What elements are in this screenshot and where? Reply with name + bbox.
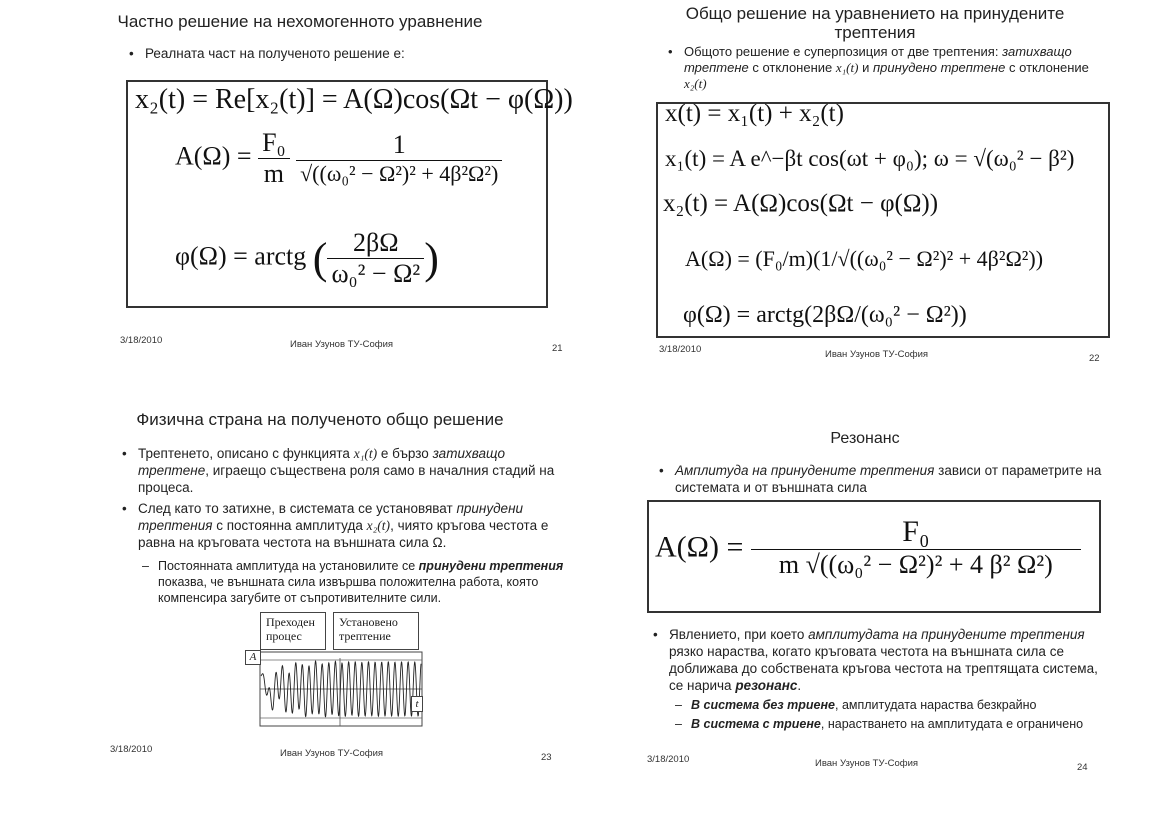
- footer-date: 3/18/2010: [647, 754, 690, 765]
- sub-part: , амплитудата нараства безкрайно: [835, 698, 1037, 712]
- fraction-root: [296, 130, 502, 187]
- equation-x1: x₁(t) = A e^−βt cos(ωt + φ₀); ω = √(ω₀² − β²): [665, 146, 1075, 171]
- slide-21: [0, 0, 573, 400]
- bullet-dot: •: [122, 446, 127, 461]
- sub-part: Постоянната амплитуда на установилите се: [158, 559, 416, 573]
- bullet-part: е бързо: [380, 446, 429, 461]
- equation-phase: [175, 228, 439, 289]
- bullet-bold: резонанс: [735, 678, 798, 693]
- fraction-den: √((ω₀² − Ω²)² + 4β²Ω²): [296, 160, 502, 187]
- bullet-formula: x₁(t): [353, 446, 378, 461]
- bullet-formula: x₁(t): [835, 60, 859, 75]
- footer-date: 3/18/2010: [120, 335, 163, 346]
- bullet-italic: затихващо трептене: [684, 44, 1072, 75]
- slide-title-line1: Общо решение на уравнението на принудените: [685, 4, 1065, 23]
- transient-label: Преходен процес: [260, 612, 326, 650]
- bullet-italic: принудени трептения: [138, 501, 523, 533]
- eq-lhs: φ(Ω) = arctg: [175, 241, 307, 271]
- slide-number: 21: [552, 343, 563, 354]
- footer-author: Иван Узунов ТУ-София: [290, 339, 394, 350]
- bullet-text: [668, 44, 1114, 92]
- fraction-num: F₀: [262, 128, 286, 157]
- bullet-text: [129, 45, 405, 62]
- sub-dash: –: [142, 559, 149, 573]
- slide-title-line2: трептения: [834, 23, 916, 42]
- fraction-den: m √((ω₀² − Ω²)² + 4 β² Ω²): [751, 549, 1081, 580]
- footer-author: Иван Узунов ТУ-София: [825, 349, 929, 360]
- slide-title: Физична страна на полученото общо решение: [136, 410, 504, 429]
- fraction-phase: [327, 228, 424, 289]
- slide-number: 24: [1077, 762, 1088, 773]
- bullet-dot: •: [653, 627, 658, 642]
- eq-lhs: A(Ω) =: [655, 530, 744, 564]
- sub-bullet: [675, 697, 1121, 713]
- bullet-italic: принудено трептене: [872, 60, 1006, 75]
- fraction-den: m: [258, 158, 290, 189]
- bullet-part: , чиято кръгова честота е равна на кръговата честота на външната сила Ω.: [138, 518, 549, 550]
- footer-date: 3/18/2010: [110, 744, 153, 755]
- fraction-den: ω₀² − Ω²: [327, 258, 424, 289]
- axis-x-label: t: [411, 696, 423, 712]
- equation-amplitude: [175, 128, 502, 189]
- slide-24: [585, 405, 1155, 805]
- equation-x2: x₂(t) = A(Ω)cos(Ωt − φ(Ω)): [663, 190, 939, 217]
- bullet-italic: затихващо трептене: [138, 446, 505, 478]
- bullet-prefix: Общото решение е суперпозиция от две трептения:: [684, 44, 999, 59]
- sub-bold: принудени трептения: [418, 559, 564, 573]
- bullet-italic: Амплитуда на принудените трептения: [675, 463, 935, 478]
- paren-left: (: [312, 234, 328, 283]
- bullet-part: След като то затихне, в системата се установяват: [138, 501, 453, 516]
- slide-22: [585, 0, 1155, 400]
- fraction-num: 1: [392, 130, 406, 159]
- equation-amplitude: A(Ω) = (F₀/m)(1/√((ω₀² − Ω²)² + 4β²Ω²)): [685, 246, 1044, 271]
- fraction-num: F₀: [902, 515, 930, 548]
- bullet-text: [659, 462, 1115, 496]
- sub-bold: В система без триене: [691, 698, 835, 712]
- equation-sum: x(t) = x₁(t) + x₂(t): [665, 100, 844, 127]
- bullet-formula: x₂(t): [366, 518, 391, 533]
- slide-number: 23: [541, 752, 552, 763]
- bullet-dot: •: [122, 501, 127, 516]
- steady-label: Установено трептение: [333, 612, 419, 650]
- slide-title: [645, 4, 1105, 42]
- paren-right: ): [424, 234, 439, 283]
- equation-x2: x₂(t) = Re[x₂(t)] = A(Ω)cos(Ωt − φ(Ω)): [135, 84, 573, 115]
- slide-23: [0, 405, 570, 805]
- bullet-part: Явлението, при което: [669, 627, 805, 642]
- footer-author: Иван Узунов ТУ-София: [815, 758, 919, 769]
- sub-bullet: [142, 558, 573, 606]
- bullet-dot: •: [668, 44, 673, 59]
- bullet-part: рязко нараства, когато кръговата честота на външната сила се доближава до собствената кръгова честота на трептящата система, се нарича: [669, 644, 1098, 693]
- bullet-text: [122, 500, 573, 551]
- sub-dash: –: [675, 698, 682, 712]
- oscillation-figure: [245, 650, 425, 730]
- fraction-num: 2βΩ: [353, 228, 399, 257]
- sub-part: , нарастването на амплитудата е ограничено: [820, 717, 1084, 731]
- bullet-dot: •: [659, 463, 664, 478]
- fraction-resonance: [751, 515, 1081, 580]
- equation-resonance: [655, 515, 1081, 580]
- sub-bullet: [675, 716, 1121, 732]
- slide-title: Резонанс: [830, 430, 900, 447]
- bullet-part: зависи от параметрите на системата и от външната сила: [675, 463, 1102, 495]
- bullet-part: с постоянна амплитуда: [216, 518, 363, 533]
- slide-title: Частно решение на нехомогенното уравнение: [117, 12, 483, 31]
- bullet-mid: с отклонение: [752, 60, 833, 75]
- fraction-f0-m: [258, 128, 290, 189]
- bullet-dot: •: [129, 46, 134, 61]
- sub-dash: –: [675, 717, 682, 731]
- bullet-part: .: [797, 678, 802, 693]
- bullet-label: Реалната част на полученото решение е:: [145, 46, 405, 61]
- bullet-part: Трептенето, описано с функцията: [138, 446, 350, 461]
- footer-date: 3/18/2010: [659, 344, 702, 355]
- bullet-and: и: [862, 60, 870, 75]
- eq-lhs: A(Ω) =: [175, 141, 252, 171]
- bullet-formula: x₂(t): [684, 76, 707, 91]
- bullet-part: , играещо съществена роля само в началния стадий на процеса.: [138, 463, 555, 495]
- sub-bold: В система с триене: [691, 717, 821, 731]
- footer-author: Иван Узунов ТУ-София: [280, 748, 384, 759]
- bullet-mid: с отклонение: [1009, 60, 1089, 75]
- bullet-text: [122, 445, 573, 496]
- bullet-italic: амплитудата на принудените трептения: [808, 627, 1085, 642]
- axis-y-label: A: [245, 650, 261, 665]
- slide-number: 22: [1089, 353, 1100, 364]
- equation-phase: φ(Ω) = arctg(2βΩ/(ω₀² − Ω²)): [683, 302, 967, 328]
- sub-part: показва, че външната сила извършва положителна работа, която компенсира загубите от съпротивителните сили.: [158, 575, 539, 605]
- bullet-text: [653, 626, 1109, 694]
